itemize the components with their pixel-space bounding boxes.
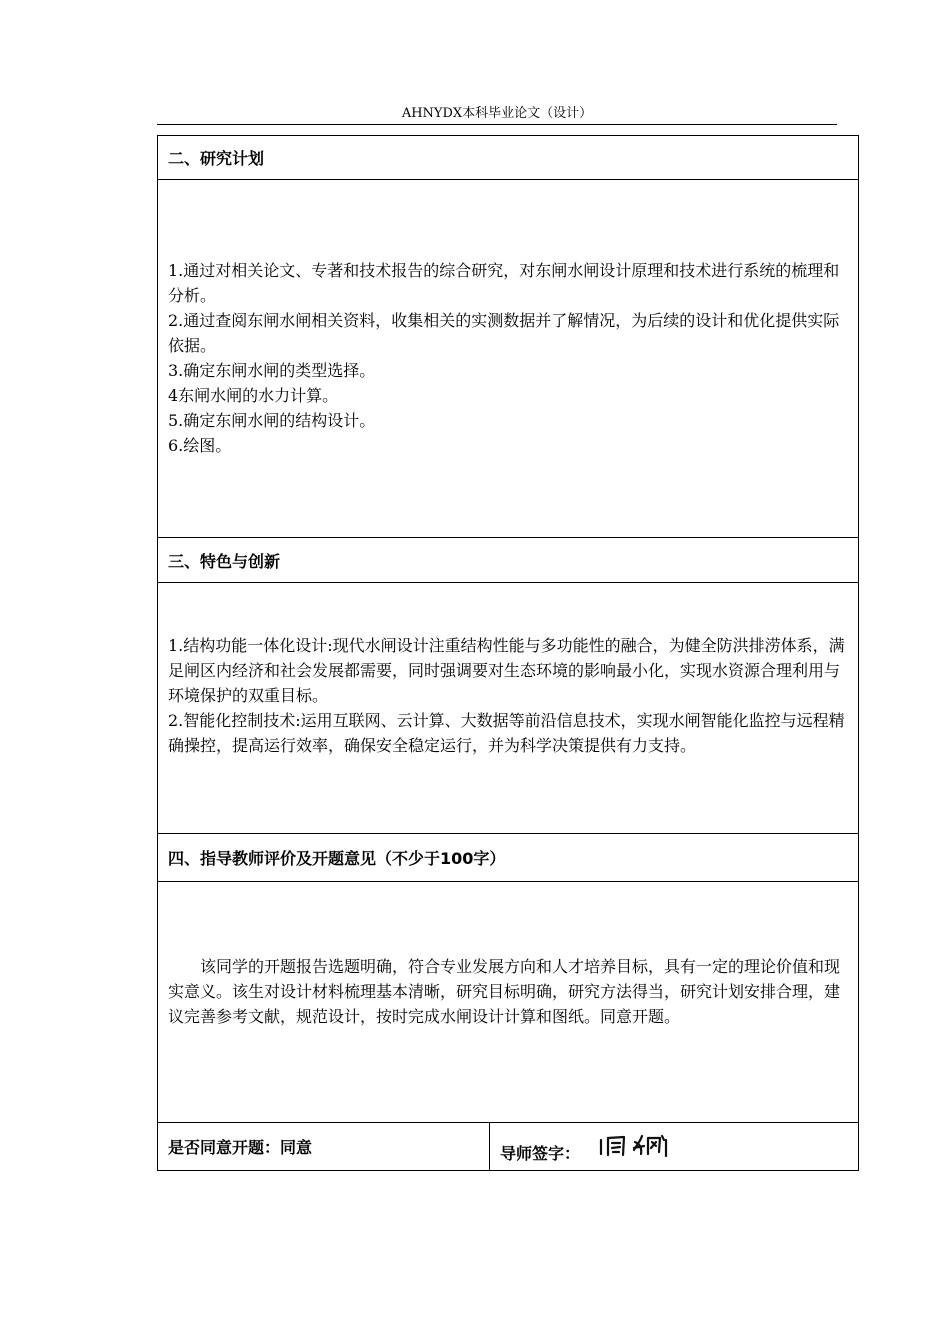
innovation-item: 2.智能化控制技术:运用互联网、云计算、大数据等前沿信息技术，实现水闸智能化监控与远程精确操控，提高运行效率，确保安全稳定运行，并为科学决策提供有力支持。 — [168, 711, 845, 755]
signature-label: 导师签字： — [500, 1144, 581, 1163]
section-heading-plan: 二、研究计划 — [158, 136, 858, 180]
plan-item: 5.确定东闸水闸的结构设计。 — [168, 411, 376, 430]
plan-item: 2.通过查阅东闸水闸相关资料，收集相关的实测数据并了解情况，为后续的设计和优化提供实际依据。 — [168, 311, 840, 355]
section-content-evaluation — [158, 882, 858, 1123]
section-content-plan — [158, 180, 858, 538]
signature-image — [598, 1132, 678, 1164]
plan-item: 6.绘图。 — [168, 436, 232, 455]
handwritten-signature — [598, 1132, 678, 1160]
section-heading-evaluation: 四、指导教师评价及开题意见（不少于100字） — [158, 834, 858, 882]
innovation-item: 1.结构功能一体化设计:现代水闸设计注重结构性能与多功能性的融合，为健全防洪排涝体系，满足闸区内经济和社会发展都需要，同时强调要对生态环境的影响最小化，实现水资源合理利用与环境保护的双重目标。 — [168, 636, 845, 705]
plan-item: 4东闸水闸的水力计算。 — [168, 386, 339, 405]
section-content-innovation — [158, 583, 858, 834]
plan-item: 1.通过对相关论文、专著和技术报告的综合研究，对东闸水闸设计原理和技术进行系统的梳理和分析。 — [168, 261, 840, 305]
signature-cell — [490, 1123, 858, 1170]
page-header: AHNYDX本科毕业论文（设计） — [401, 106, 593, 121]
agree-label: 是否同意开题：同意 — [158, 1123, 490, 1170]
section-heading-innovation: 三、特色与创新 — [158, 538, 858, 583]
header-rule — [157, 124, 837, 125]
plan-item: 3.确定东闸水闸的类型选择。 — [168, 361, 376, 380]
approval-row — [158, 1123, 858, 1170]
evaluation-text: 该同学的开题报告选题明确，符合专业发展方向和人才培养目标，具有一定的理论价值和现实意义。该生对设计材料梳理基本清晰，研究目标明确，研究方法得当，研究计划安排合理，建议完善参考文献，规范设计，按时完成水闸设计计算和图纸。同意开题。 — [168, 957, 841, 1026]
proposal-form — [157, 135, 859, 1171]
